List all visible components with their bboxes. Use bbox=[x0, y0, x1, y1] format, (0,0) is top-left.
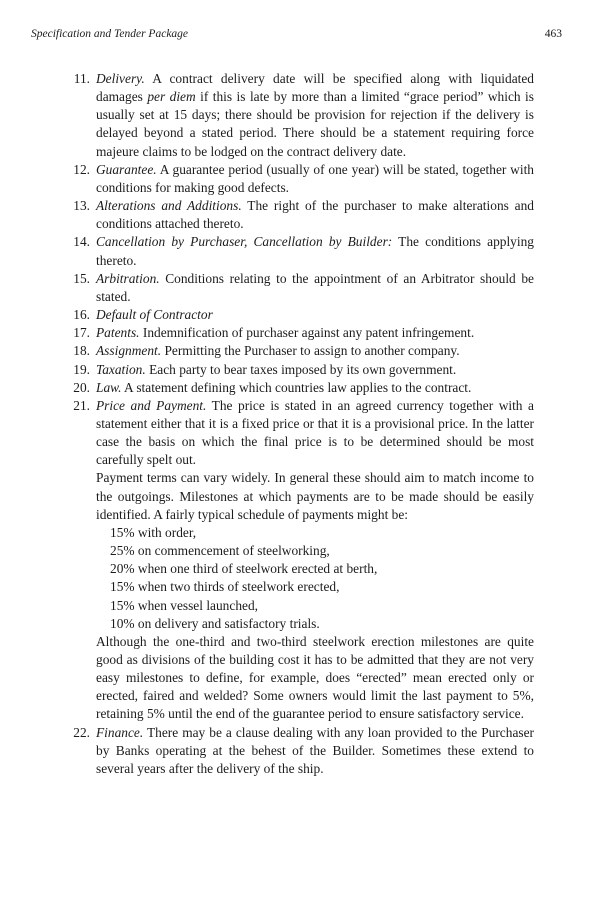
item-term: Taxation. bbox=[96, 361, 146, 377]
item-term: Alterations and Additions. bbox=[96, 198, 242, 214]
list-item-15 bbox=[64, 270, 534, 306]
item-term: Law. bbox=[96, 379, 122, 395]
list-item-11 bbox=[64, 70, 534, 161]
item-text: Guarantee. A guarantee period (usually of one year) will be stated, together with conditions for making good defects. bbox=[96, 161, 534, 195]
schedule-line: 10% on delivery and satisfactory trials. bbox=[110, 615, 320, 631]
list-item-17 bbox=[64, 324, 534, 342]
page-number: 463 bbox=[544, 28, 562, 40]
item-number: 14. bbox=[73, 234, 90, 250]
list-item-18 bbox=[64, 342, 534, 360]
item-text: Assignment. Permitting the Purchaser to assign to another company. bbox=[96, 343, 460, 359]
list-item-16 bbox=[64, 306, 534, 324]
item-term: Default of Contractor bbox=[96, 307, 213, 323]
item-number: 22. bbox=[73, 724, 90, 740]
list-item-20 bbox=[64, 379, 534, 397]
item-text bbox=[96, 306, 534, 324]
item-number: 12. bbox=[73, 161, 90, 177]
numbered-clause-list bbox=[64, 70, 534, 778]
item-text: Finance. There may be a clause dealing with any loan provided to the Purchaser by Banks operating at the behest of the Builder. Sometimes these extend to several years after the delivery of the ship. bbox=[96, 724, 534, 776]
item-number: 19. bbox=[73, 361, 90, 377]
milestones-paragraph: Although the one-third and two-third steelwork erection milestones are quite good as divisions of the building cost it has to be admitted that they are not very easy milestones to define, for example, does “erected” mean erected only or erected, faired and welded? Some owners would limit the last payment to 5%, retaining 5% until the end of the guarantee period to ensure satisfactory service. bbox=[96, 633, 534, 722]
item-term: Cancellation by Purchaser, Cancellation by Builder: bbox=[96, 234, 393, 250]
latin-term: per diem bbox=[147, 89, 196, 105]
schedule-line: 20% when one third of steelwork erected at berth, bbox=[110, 561, 378, 577]
payment-terms-paragraph: Payment terms can vary widely. In general these should aim to match income to the outgoings. Milestones at which payments are to be made should be easily identified. A fairly typical schedule of payments might be: bbox=[96, 470, 534, 522]
item-text: Patents. Indemnification of purchaser against any patent infringement. bbox=[96, 325, 475, 341]
item-text: Price and Payment. The price is stated in an agreed currency together with a statement either that it is a fixed price or that it is a provisional price. In the latter case the basis on which the final price is to be determined should be most carefully spelt out. bbox=[96, 397, 534, 468]
schedule-line: 15% when two thirds of steelwork erected, bbox=[110, 579, 340, 595]
list-item-12 bbox=[64, 161, 534, 197]
item-number: 17. bbox=[73, 325, 90, 341]
item-term: Finance. bbox=[96, 724, 144, 740]
item-text: Arbitration. Conditions relating to the appointment of an Arbitrator should be stated. bbox=[96, 270, 534, 304]
list-item-13 bbox=[64, 197, 534, 233]
schedule-line: 15% when vessel launched, bbox=[110, 597, 258, 613]
item-term: Price and Payment. bbox=[96, 397, 207, 413]
item-text: Delivery. A contract delivery date will be specified along with liquidated damages per diem if this is late by more than a limited “grace period” which is usually set at 15 days; there should be provision for rejection if the delivery is delayed beyond a stated period. There should be a statement requiring force majeure claims to be lodged on the contract delivery date. bbox=[96, 71, 534, 159]
item-term: Patents. bbox=[96, 325, 140, 341]
schedule-line: 15% with order, bbox=[110, 524, 197, 540]
schedule-line: 25% on commencement of steelworking, bbox=[110, 543, 330, 559]
item-term: Delivery. bbox=[96, 71, 145, 86]
item-number: 15. bbox=[73, 270, 90, 286]
item-number: 13. bbox=[73, 198, 90, 214]
list-item-21 bbox=[64, 397, 534, 724]
item-term: Guarantee. bbox=[96, 161, 157, 177]
item-number: 11. bbox=[73, 71, 90, 86]
page-header bbox=[31, 28, 562, 40]
item-text: Law. A statement defining which countries law applies to the contract. bbox=[96, 379, 472, 395]
list-item-22 bbox=[64, 724, 534, 778]
item-number: 16. bbox=[73, 307, 90, 323]
list-item-19 bbox=[64, 361, 534, 379]
list-item-14 bbox=[64, 233, 534, 269]
item-text: Cancellation by Purchaser, Cancellation by Builder: The conditions applying thereto. bbox=[96, 234, 534, 268]
running-title: Specification and Tender Package bbox=[31, 28, 189, 40]
item-number: 18. bbox=[73, 343, 90, 359]
item-text: Alterations and Additions. The right of the purchaser to make alterations and conditions attached thereto. bbox=[96, 198, 535, 232]
payment-schedule bbox=[96, 524, 534, 633]
item-term: Assignment. bbox=[96, 343, 162, 359]
item-text: Taxation. Each party to bear taxes imposed by its own government. bbox=[96, 361, 457, 377]
item-number: 21. bbox=[73, 397, 90, 413]
item-term: Arbitration. bbox=[96, 270, 160, 286]
item-number: 20. bbox=[73, 379, 90, 395]
